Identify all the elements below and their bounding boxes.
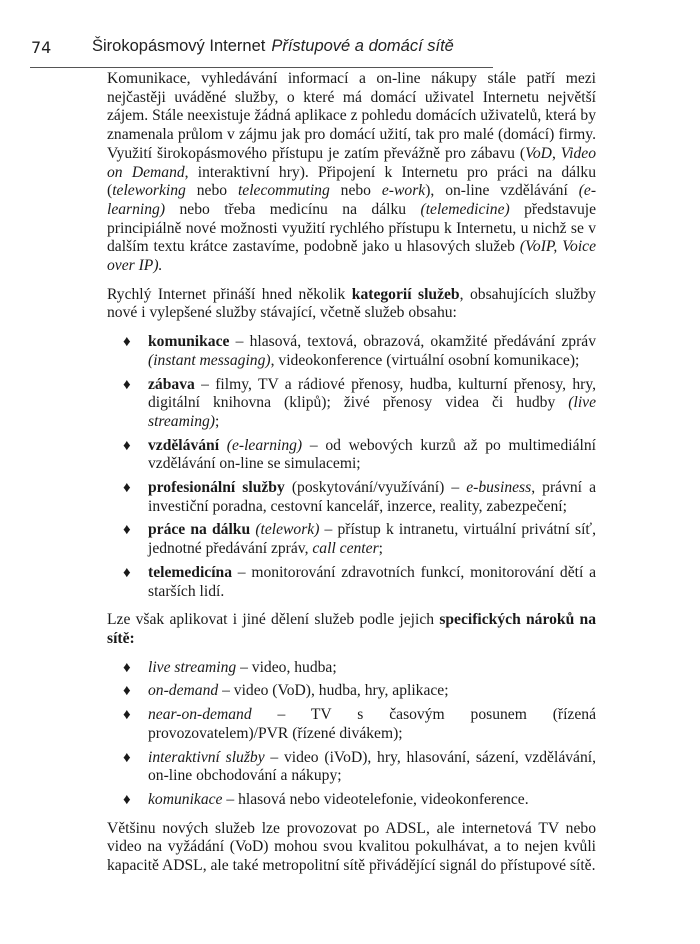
book-title: Širokopásmový Internet: [92, 37, 266, 55]
running-header: [0, 36, 700, 68]
page-number: 74: [31, 38, 52, 57]
bold-text: specifických nároků na sítě:: [107, 611, 596, 647]
text-run: představuje principiálně nové možnosti využití rychlého přístupu k Internetu, u nichž se v dalším textu krátce zastavíme, podobně jako u hlasových služeb: [107, 200, 596, 256]
list-item: [123, 682, 596, 701]
paragraph: [107, 70, 596, 276]
text-run: – hlasová nebo videotelefonie, videokonference.: [222, 790, 529, 808]
diamond-bullet-icon: ♦: [123, 334, 131, 351]
bold-text: zábava: [148, 375, 195, 393]
text-run: (poskytování/využívání) –: [284, 479, 467, 497]
list-item: [123, 521, 596, 558]
italic-text: e-work: [381, 182, 426, 200]
text-run: – video, hudba;: [236, 658, 337, 676]
text-run: – video (VoD), hudba, hry, aplikace;: [218, 682, 449, 700]
italic-text: near-on-demand: [148, 706, 252, 724]
text-run: ;: [378, 540, 383, 558]
text-run: – od webových kurzů až po multimediální vzdělávání on-line se simulacemi;: [148, 436, 596, 473]
text-run: – monitorování zdravotních funkcí, monitorování dětí a starších lidí.: [148, 563, 596, 600]
list-item: [123, 563, 596, 601]
header-rule: [30, 67, 493, 68]
text-run: Lze však aplikovat i jiné dělení služeb podle jejich: [107, 611, 440, 629]
bold-text: vzdělávání: [148, 436, 220, 454]
diamond-bullet-icon: ♦: [123, 659, 131, 676]
text-run: – video (iVoD), hry, hlasování, sázení, vzdělávání, on-line obchodování a nákupy;: [148, 748, 596, 785]
text-run: ,: [551, 144, 561, 162]
paragraph: [107, 286, 596, 323]
bold-text: komunikace: [148, 333, 230, 351]
text-run: ;: [215, 412, 220, 430]
diamond-bullet-icon: ♦: [123, 437, 131, 454]
italic-text: e-business: [466, 479, 532, 497]
text-run: nebo třeba medicínu na dálku: [165, 200, 421, 218]
bold-text: kategorií služeb: [351, 285, 460, 303]
italic-text: telecommuting: [237, 182, 330, 200]
diamond-bullet-icon: ♦: [123, 707, 131, 724]
italic-text: on-demand: [148, 682, 219, 700]
text-run: – TV s časovým posunem (řízená provozovatelem)/PVR (řízené divákem);: [148, 706, 596, 742]
italic-text: (e-learning): [226, 436, 303, 454]
text-run: Komunikace, vyhledávání informací a on-line nákupy stále patří mezi nejčastěji uváděné služby, o které má domácí uživatel Internetu největší zájem. Stále neexistuje žádná aplikace z pohledu domácích uživatelů, která by znamenala průlom v zájmu jak pro domácí užití, tak pro malé (domácí) firmy. Využití širokopásmového přístupu je zatím převážně pro zábavu (: [107, 70, 596, 162]
page-body: [107, 70, 596, 886]
text-run: nebo: [185, 182, 238, 200]
text-run: , právní a investiční poradna, cestovní kancelář, inzerce, reality, zabezpečení;: [148, 479, 596, 515]
paragraph: [107, 820, 596, 876]
text-run: ), on-line vzdělávání: [425, 182, 579, 200]
list-item: [123, 333, 596, 370]
diamond-bullet-icon: ♦: [123, 480, 131, 497]
italic-text: teleworking: [112, 182, 186, 200]
diamond-bullet-icon: ♦: [123, 683, 131, 700]
italic-text: (live streaming): [148, 394, 596, 430]
text-run: nebo: [329, 182, 382, 200]
text-run: , interaktivní hry). Připojení k Internetu pro práci na dálku (: [107, 163, 596, 200]
diamond-bullet-icon: ♦: [123, 791, 131, 808]
text-run: , obsahujících služby nové i vylepšené služby stávající, včetně služeb obsahu:: [107, 285, 596, 322]
list-item: [123, 375, 596, 432]
italic-text: Video on Demand: [107, 144, 597, 181]
diamond-bullet-icon: ♦: [123, 564, 131, 581]
italic-text: (instant messaging): [148, 351, 271, 369]
diamond-bullet-icon: ♦: [123, 376, 131, 393]
list-item: [123, 748, 596, 786]
text-run: – hlasová, textová, obrazová, okamžité předávání zpráv: [229, 333, 596, 351]
italic-text: call center: [312, 540, 379, 558]
diamond-bullet-icon: ♦: [123, 522, 131, 539]
italic-text: (telemedicine): [420, 200, 510, 218]
bold-text: práce na dálku: [148, 521, 251, 539]
text-run: , videokonference (virtuální osobní komunikace);: [270, 351, 580, 369]
text-run: – přístup k intranetu, virtuální privátní síť, jednotné předávání zpráv,: [148, 521, 596, 558]
text-run: [219, 437, 227, 454]
italic-text: (VoIP, Voice over IP).: [107, 238, 596, 275]
italic-text: komunikace: [148, 790, 223, 808]
bold-text: telemedicína: [148, 563, 233, 581]
text-run: Rychlý Internet přináší hned několik: [107, 285, 352, 303]
header-title: [92, 37, 454, 56]
list-item: [123, 790, 596, 810]
italic-text: (e-learning): [107, 182, 597, 218]
italic-text: (telework): [255, 521, 320, 539]
list-item: [123, 658, 596, 678]
paragraph: [107, 611, 596, 648]
italic-text: interaktivní služby: [148, 748, 265, 766]
list-item: [123, 706, 596, 743]
italic-text: VoD: [525, 144, 552, 162]
italic-text: live streaming: [148, 658, 237, 676]
diamond-bullet-icon: ♦: [123, 749, 131, 766]
bullet-list: [107, 333, 596, 601]
bullet-list: [107, 659, 596, 810]
list-item: [123, 479, 596, 516]
text-run: Většinu nových služeb lze provozovat po ADSL, ale internetová TV nebo video na vyžádání (VoD) mohou svou kvalitou pokulhávat, a to nejen kvůli kapacitě ADSL, ale také metropolitní sítě přivádějící signál do přístupové sítě.: [107, 819, 596, 875]
text-run: – filmy, TV a rádiové přenosy, hudba, kulturní přenosy, hry, digitální knihovna (klipů); živé přenosy videa či hudby: [148, 375, 596, 412]
bold-text: profesionální služby: [148, 479, 285, 497]
list-item: [123, 436, 596, 474]
chapter-title: Přístupové a domácí sítě: [271, 37, 454, 55]
